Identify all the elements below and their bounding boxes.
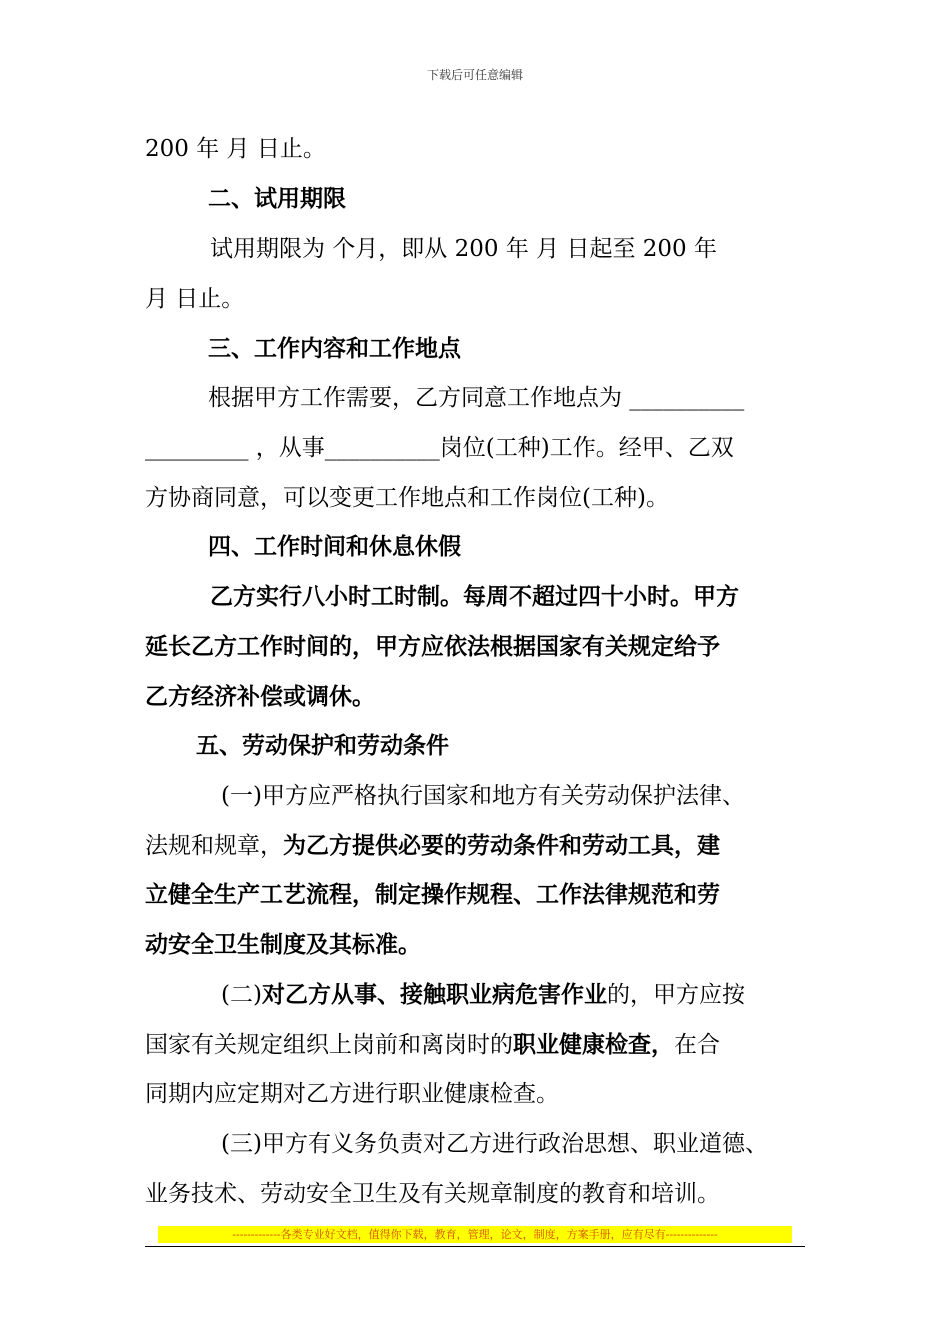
line-text: 国家有关规定组织上岗前和离岗时的: [145, 1032, 513, 1058]
line-text: 法规和规章，: [145, 833, 283, 859]
body-line: _________ ，从事__________岗位(工种)工作。经甲、乙双: [145, 435, 734, 461]
section-heading: 三、工作内容和工作地点: [208, 336, 461, 362]
section-heading: 五、劳动保护和劳动条件: [196, 733, 449, 759]
body-line: 根据甲方工作需要，乙方同意工作地点为 __________: [208, 385, 745, 411]
mixed-line: [221, 980, 901, 1010]
line-text-bold: 为乙方提供必要的劳动条件和劳动工具，建: [283, 833, 720, 859]
bold-line: 乙方经济补偿或调休。: [145, 684, 375, 710]
bold-line: 乙方实行八小时工时制。每周不超过四十小时。甲方: [210, 584, 739, 610]
section-heading: 四、工作时间和休息休假: [208, 534, 461, 560]
footer-banner: -------------各类专业好文档，值得你下载，教育，管理，论文，制度，方案手册，应有尽有--------------: [158, 1226, 792, 1243]
body-line: 同期内应定期对乙方进行职业健康检查。: [145, 1081, 559, 1107]
bold-line: 立健全生产工艺流程，制定操作规程、工作法律规范和劳: [145, 882, 720, 908]
body-line: 试用期限为 个月，即从 200 年 月 日起至 200 年: [210, 236, 717, 262]
line-text: 的，甲方应按: [606, 982, 745, 1008]
mixed-line: [145, 1030, 825, 1060]
bold-line: 延长乙方工作时间的，甲方应依法根据国家有关规定给予: [145, 634, 720, 660]
line-text: (二): [221, 982, 262, 1008]
body-line: (三)甲方有义务负责对乙方进行政治思想、职业道德、: [221, 1131, 768, 1157]
line-text: 在合: [674, 1032, 720, 1058]
body-line: 业务技术、劳动安全卫生及有关规章制度的教育和培训。: [145, 1181, 720, 1207]
line-text-bold: 对乙方从事、接触职业病危害作业: [261, 982, 607, 1008]
body-line: 月 日止。: [145, 286, 245, 312]
body-line: 200 年 月 日止。: [145, 136, 326, 162]
page-header: 下载后可任意编辑: [426, 68, 523, 82]
footer-divider: [145, 1246, 805, 1247]
mixed-line: [145, 831, 825, 861]
section-heading: 二、试用期限: [208, 186, 346, 212]
body-line: (一)甲方应严格执行国家和地方有关劳动保护法律、: [221, 783, 745, 809]
body-line: 方协商同意，可以变更工作地点和工作岗位(工种)。: [145, 485, 669, 511]
bold-line: 动安全卫生制度及其标准。: [145, 932, 421, 958]
line-text-bold: 职业健康检查，: [513, 1032, 674, 1058]
